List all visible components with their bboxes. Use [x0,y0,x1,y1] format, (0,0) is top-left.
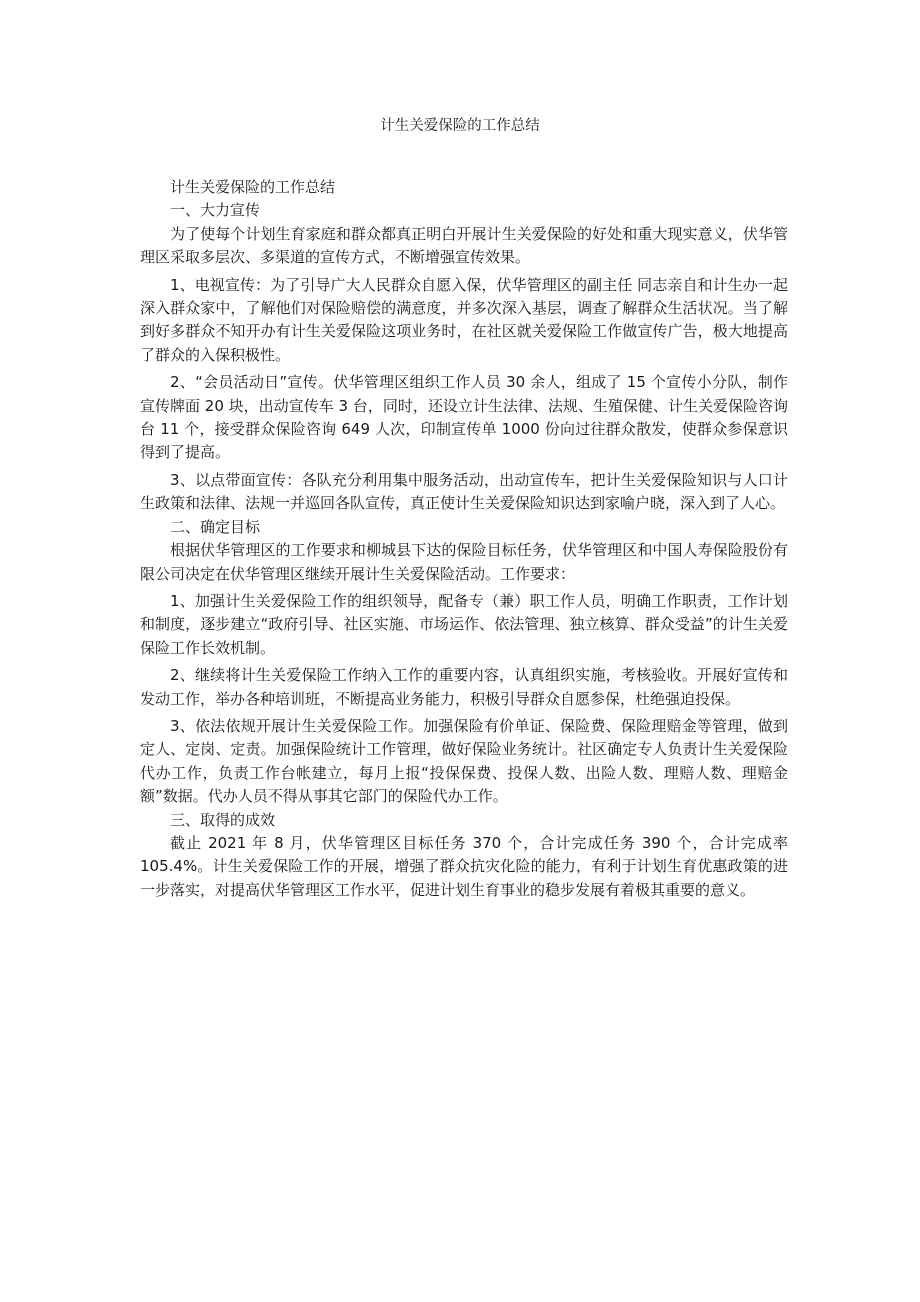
paragraph-requirement-1: 1、加强计生关爱保险工作的组织领导，配备专（兼）职工作人员，明确工作职责，工作计划和制度，逐步建立“政府引导、社区实施、市场运作、依法管理、独立核算、群众受益”的计生关爱保险工作长效机制。 [140,591,788,657]
document-body [140,176,788,902]
paragraph-requirement-2: 2、继续将计生关爱保险工作纳入工作的重要内容，认真组织实施，考核验收。开展好宣传和发动工作，举办各种培训班，不断提高业务能力，积极引导群众自愿参保，杜绝强迫投保。 [140,666,788,708]
section-heading-1: 一、大力宣传 [170,201,261,220]
paragraph-results: 截止 2021 年 8 月，伏华管理区目标任务 370 个，合计完成任务 390 个，合计完成率105.4%。计生关爱保险工作的开展，增强了群众抗灾化险的能力，有利于计划生育优惠政策的进一步落实，对提高伏华管理区工作水平，促进计划生育事业的稳步发展有着极其重要的意义。 [140,833,788,899]
paragraph-member-day: 2、“会员活动日”宣传。伏华管理区组织工作人员 30 余人，组成了 15 个宣传小分队，制作宣传牌面 20 块，出动宣传车 3 台，同时，还设立计生法律、法规、生殖保健、计生关爱保险咨询台 11 个，接受群众保险咨询 649 人次，印制宣传单 1000 份向过往群众散发，使群众参保意识得到了提高。 [140,373,788,462]
paragraph-tv-publicity: 1、电视宣传：为了引导广大人民群众自愿入保，伏华管理区的副主任 同志亲自和计生办一起深入群众家中，了解他们对保险赔偿的满意度，并多次深入基层，调查了解群众生活状况。当了解到好多群众不知开办有计生关爱保险这项业务时，在社区就关爱保险工作做宣传广告，极大地提高了群众的入保积极性。 [140,275,788,364]
body-heading: 计生关爱保险的工作总结 [170,178,336,196]
paragraph-point-to-area: 3、以点带面宣传：各队充分利用集中服务活动，出动宣传车，把计生关爱保险知识与人口计生政策和法律、法规一并巡回各队宣传，真正使计生关爱保险知识达到家喻户晓，深入到了人心。 [140,470,788,513]
section-heading-3: 三、取得的成效 [170,810,276,829]
paragraph-requirement-3: 3、依法依规开展计生关爱保险工作。加强保险有价单证、保险费、保险理赔金等管理，做到定人、定岗、定责。加强保险统计工作管理，做好保险业务统计。社区确定专人负责计生关爱保险代办工作，负责工作台帐建立，每月上报“投保保费、投保人数、出险人数、理赔人数、理赔金额”数据。代办人员不得从事其它部门的保险代办工作。 [140,716,788,806]
document-title: 计生关爱保险的工作总结 [380,118,540,134]
section-heading-2: 二、确定目标 [170,517,261,536]
paragraph-intro: 为了使每个计划生育家庭和群众都真正明白开展计生关爱保险的好处和重大现实意义，伏华管理区采取多层次、多渠道的宣传方式，不断增强宣传效果。 [140,224,788,267]
paragraph-targets: 根据伏华管理区的工作要求和柳城县下达的保险目标任务，伏华管理区和中国人寿保险股份有限公司决定在伏华管理区继续开展计生关爱保险活动。工作要求： [140,541,788,583]
